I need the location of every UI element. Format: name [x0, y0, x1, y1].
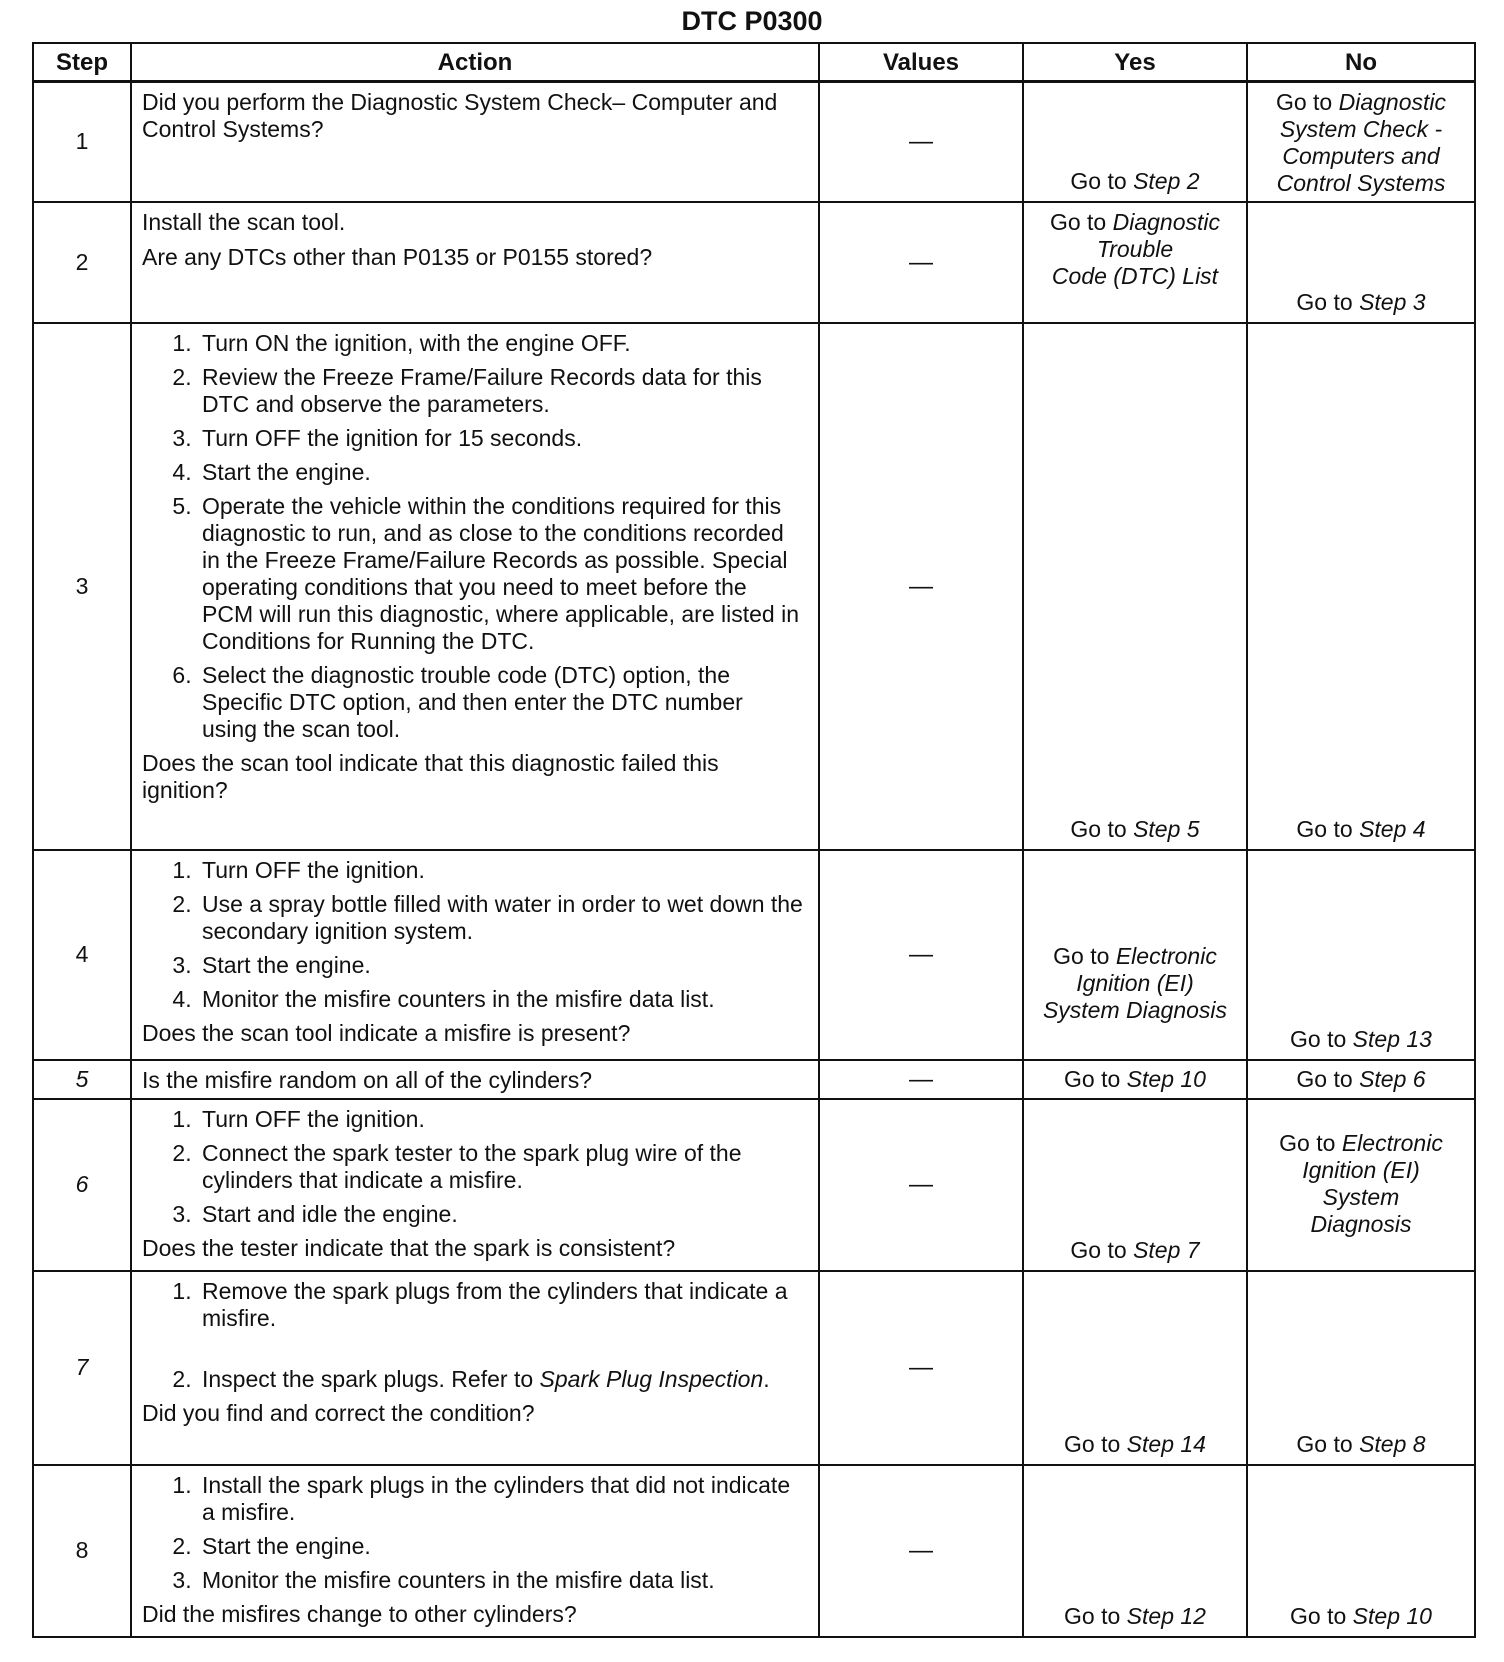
value-cell: — [819, 1099, 1023, 1271]
header-row [33, 43, 1475, 82]
list-item: 1. Remove the spark plugs from the cylinders that indicate a misfire. [198, 1278, 804, 1332]
value-cell: — [819, 1271, 1023, 1465]
action-question: Did the misfires change to other cylinders? [142, 1600, 577, 1627]
step-number: 3 [33, 323, 131, 850]
step-link[interactable]: Step 12 [1126, 1602, 1206, 1629]
action-cell [131, 323, 819, 850]
list-item: 1. Turn OFF the ignition. [198, 1106, 804, 1133]
procedure-link[interactable]: Code (DTC) List [1051, 262, 1219, 289]
yes-cell [1023, 1060, 1247, 1099]
procedure-list [142, 1472, 804, 1594]
procedure-link[interactable]: Electronic [1341, 1129, 1443, 1156]
step-link[interactable]: Step 10 [1352, 1602, 1432, 1629]
action-text: Is the misfire random on all of the cylinders? [142, 1066, 592, 1093]
list-item: 4. Start the engine. [198, 459, 804, 486]
action-text: Install the scan tool. [142, 208, 346, 235]
procedure-link[interactable]: System Diagnosis [1042, 996, 1228, 1023]
yes-goto: Go to Diagnostic Trouble Code (DTC) List [1049, 208, 1221, 289]
header-no: No [1247, 43, 1475, 82]
list-item: 4. Monitor the misfire counters in the misfire data list. [198, 986, 804, 1013]
action-question: Does the scan tool indicate that this diagnostic failed this ignition? [142, 749, 719, 803]
procedure-list [142, 330, 804, 743]
procedure-link[interactable]: Computers and [1282, 143, 1440, 169]
step-link[interactable]: Step 14 [1126, 1430, 1206, 1457]
action-cell [131, 850, 819, 1060]
procedure-list [142, 1278, 804, 1393]
goto-prefix: Go to [1296, 1065, 1360, 1092]
step-link[interactable]: Step 8 [1359, 1430, 1426, 1457]
list-item: 6. Select the diagnostic trouble code (DTC) option, the Specific DTC option, and then enter the DTC number using the scan tool. [198, 662, 804, 743]
list-item: 3. Turn OFF the ignition for 15 seconds. [198, 425, 804, 452]
yes-goto: Go to Step 2 [1070, 167, 1200, 194]
procedure-link[interactable]: Diagnostic [1338, 89, 1447, 115]
list-item: 5. Operate the vehicle within the conditions required for this diagnostic to run, and as close to the conditions recorded in the Freeze Frame/Failure Records as possible. Special operating conditions that you need to meet before the PCM will run this diagnostic, where applicable, are listed in Conditions for Running the DTC. [198, 493, 804, 655]
no-goto: Go to Step 13 [1290, 1025, 1432, 1052]
value-cell: — [819, 850, 1023, 1060]
step-number: 7 [33, 1271, 131, 1465]
value-cell: — [819, 202, 1023, 323]
value-cell: — [819, 1465, 1023, 1637]
step-link[interactable]: Step 6 [1359, 1065, 1426, 1092]
table-row [33, 323, 1475, 850]
step-number: 6 [33, 1099, 131, 1271]
yes-goto: Go to Step 7 [1070, 1236, 1200, 1263]
step-number: 2 [33, 202, 131, 323]
step-number: 4 [33, 850, 131, 1060]
table-row [33, 1271, 1475, 1465]
action-text: Did you perform the Diagnostic System Check– Computer and Control Systems? [142, 89, 778, 142]
list-item: 2. Connect the spark tester to the spark plug wire of the cylinders that indicate a misfire. [198, 1140, 804, 1194]
action-question: Are any DTCs other than P0135 or P0155 stored? [142, 243, 653, 270]
yes-goto: Go to Step 5 [1070, 815, 1200, 842]
no-goto: Go to Step 3 [1296, 288, 1426, 315]
table-row [33, 1060, 1475, 1099]
yes-goto: Go to Step 12 [1064, 1602, 1206, 1629]
procedure-link[interactable]: System Check - [1279, 116, 1443, 142]
yes-cell [1023, 82, 1247, 202]
no-goto: Go to Step 8 [1296, 1430, 1426, 1457]
step-link[interactable]: Step 5 [1133, 815, 1200, 842]
procedure-link[interactable]: Diagnostic [1112, 208, 1221, 235]
procedure-link[interactable]: System [1322, 1183, 1400, 1210]
list-item: 2. Use a spray bottle filled with water in order to wet down the secondary ignition system. [198, 891, 804, 945]
action-cell [131, 82, 819, 202]
step-link[interactable]: Step 2 [1133, 167, 1200, 194]
step-link[interactable]: Step 3 [1359, 288, 1426, 315]
step-number: 8 [33, 1465, 131, 1637]
table-row [33, 1099, 1475, 1271]
list-item: 3. Start the engine. [198, 952, 804, 979]
header-yes: Yes [1023, 43, 1247, 82]
no-cell [1247, 1099, 1475, 1271]
list-item: 3. Start and idle the engine. [198, 1201, 804, 1228]
value-cell: — [819, 323, 1023, 850]
no-cell [1247, 202, 1475, 323]
diagnostic-table [32, 42, 1476, 1638]
header-step: Step [33, 43, 131, 82]
procedure-link[interactable]: Trouble [1096, 235, 1174, 262]
table-row [33, 850, 1475, 1060]
action-cell [131, 1060, 819, 1099]
action-cell [131, 202, 819, 323]
table-row [33, 1465, 1475, 1637]
action-cell [131, 1099, 819, 1271]
no-cell [1247, 1271, 1475, 1465]
table-row [33, 82, 1475, 202]
no-cell [1247, 1060, 1475, 1099]
step-number: 5 [33, 1060, 131, 1099]
yes-cell [1023, 323, 1247, 850]
step-number: 1 [33, 82, 131, 202]
procedure-link[interactable]: Electronic [1115, 942, 1217, 969]
value-cell: — [819, 82, 1023, 202]
no-goto: Go to Step 10 [1290, 1602, 1432, 1629]
yes-goto: Go to Step 14 [1064, 1430, 1206, 1457]
action-question: Does the scan tool indicate a misfire is present? [142, 1019, 631, 1046]
step-link[interactable]: Step 7 [1133, 1236, 1200, 1263]
list-item: 2. Review the Freeze Frame/Failure Records data for this DTC and observe the parameters. [198, 364, 804, 418]
no-cell [1247, 323, 1475, 850]
action-question: Does the tester indicate that the spark is consistent? [142, 1234, 676, 1261]
no-cell [1247, 1465, 1475, 1637]
no-cell [1247, 850, 1475, 1060]
action-cell [131, 1271, 819, 1465]
header-values: Values [819, 43, 1023, 82]
list-item: 1. Turn ON the ignition, with the engine OFF. [198, 330, 804, 357]
header-action: Action [131, 43, 819, 82]
list-item: 2. Inspect the spark plugs. Refer to Spark Plug Inspection. [198, 1366, 804, 1393]
no-goto: Go to Electronic Ignition (EI) System Diagnosis [1279, 1129, 1443, 1237]
yes-cell [1023, 850, 1247, 1060]
value-cell: — [819, 1060, 1023, 1099]
procedure-link[interactable]: Control Systems [1276, 170, 1446, 196]
procedure-list [142, 857, 804, 1013]
procedure-link[interactable]: Spark Plug Inspection [539, 1365, 764, 1392]
page-title: DTC P0300 [681, 6, 823, 36]
procedure-link[interactable]: Ignition (EI) [1076, 969, 1194, 996]
no-goto: Go to Step 4 [1296, 815, 1426, 842]
action-cell [131, 1465, 819, 1637]
yes-cell [1023, 1465, 1247, 1637]
list-item: 1. Install the spark plugs in the cylinders that did not indicate a misfire. [198, 1472, 804, 1526]
list-item: 3. Monitor the misfire counters in the misfire data list. [198, 1567, 804, 1594]
yes-cell [1023, 1271, 1247, 1465]
procedure-link[interactable]: Diagnosis [1310, 1210, 1412, 1237]
list-item: 2. Start the engine. [198, 1533, 804, 1560]
action-question: Did you find and correct the condition? [142, 1399, 535, 1426]
procedure-list [142, 1106, 804, 1228]
yes-goto: Go to Electronic Ignition (EI) System Diagnosis [1042, 942, 1228, 1023]
step-link[interactable]: Step 13 [1352, 1025, 1432, 1052]
yes-cell [1023, 1099, 1247, 1271]
yes-cell [1023, 202, 1247, 323]
procedure-link[interactable]: Ignition (EI) [1302, 1156, 1420, 1183]
step-link[interactable]: Step 10 [1126, 1065, 1206, 1092]
step-link[interactable]: Step 4 [1359, 815, 1426, 842]
table-row [33, 202, 1475, 323]
goto-prefix: Go to [1064, 1065, 1127, 1092]
no-cell [1247, 82, 1475, 202]
list-item: 1. Turn OFF the ignition. [198, 857, 804, 884]
no-goto: Go to Diagnostic System Check - Computers and Control Systems [1275, 89, 1447, 196]
